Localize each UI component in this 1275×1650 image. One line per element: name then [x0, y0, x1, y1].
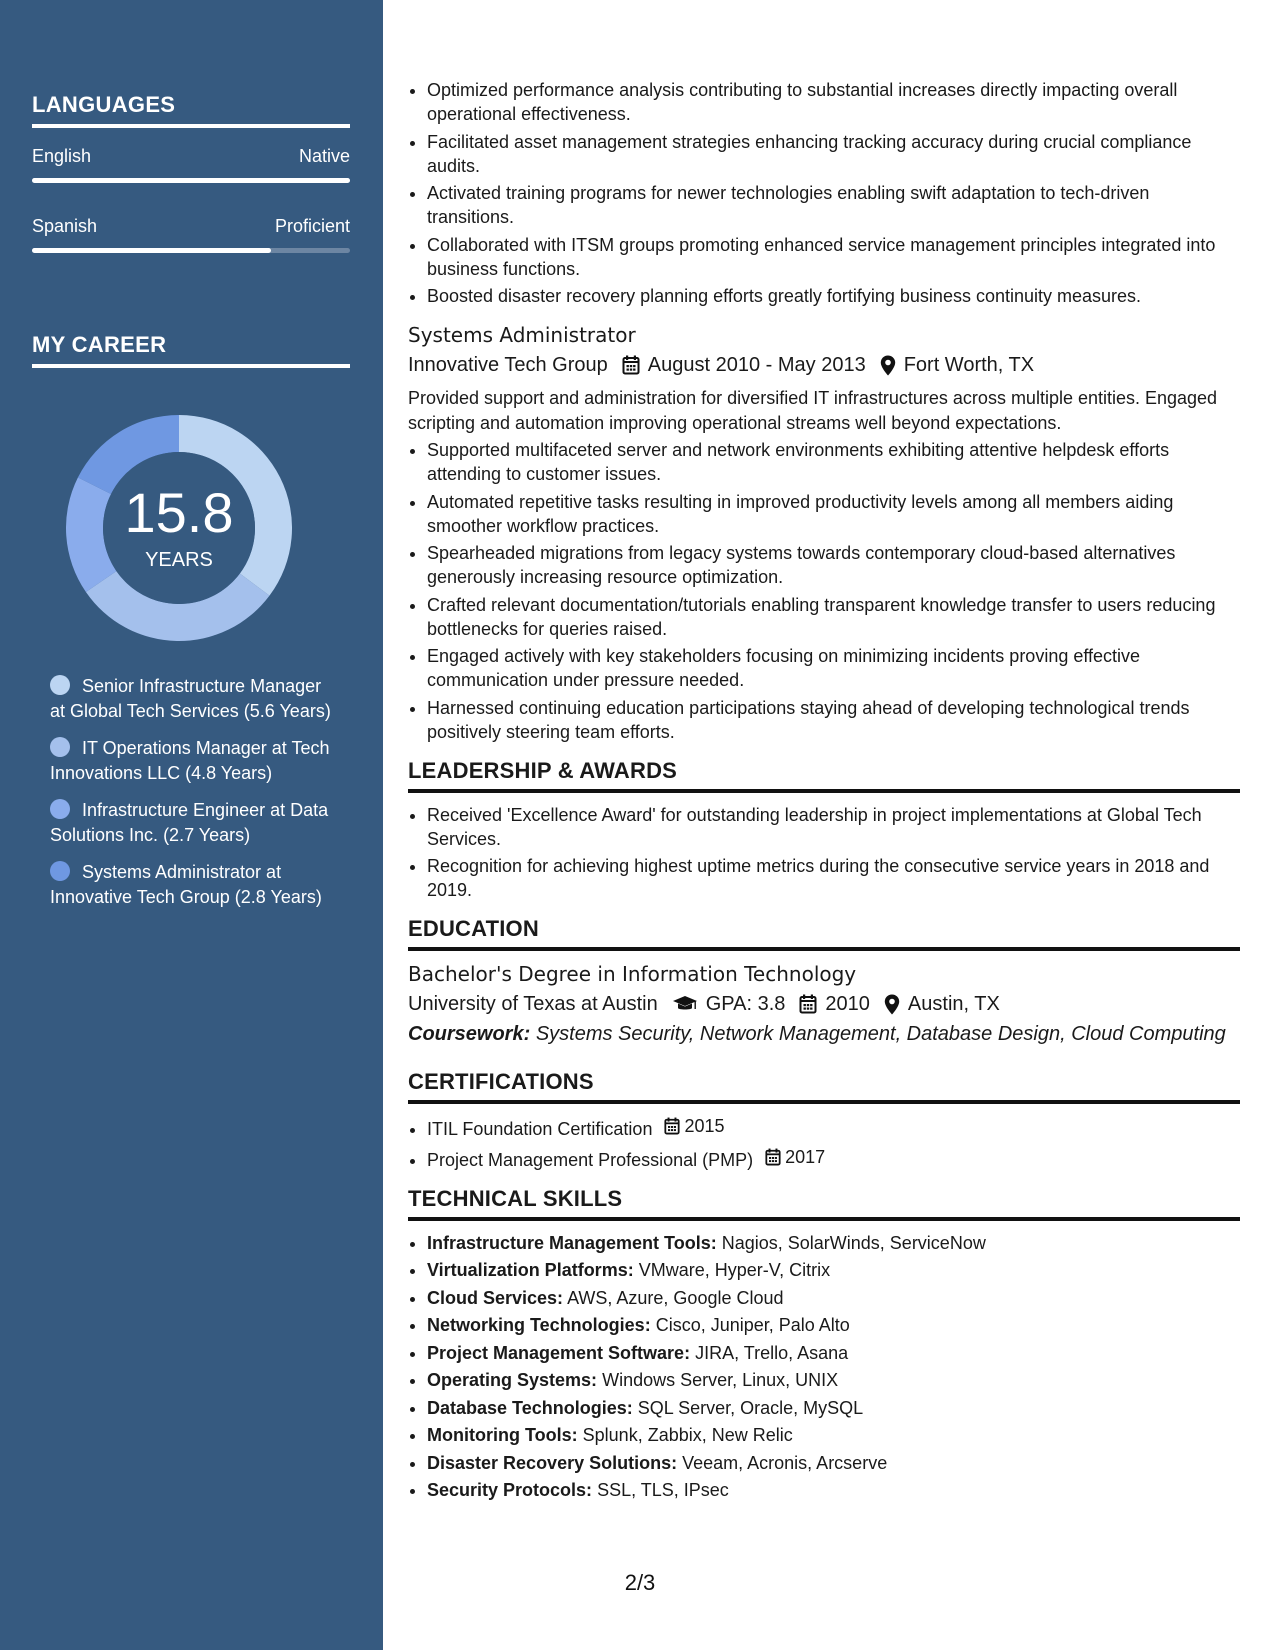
language-bar — [32, 178, 350, 183]
list-item: • Cloud Services: AWS, Azure, Google Cloud — [427, 1286, 1240, 1310]
education-meta — [408, 989, 1240, 1019]
education-gpa: GPA: 3.8 — [705, 993, 786, 1015]
job-description: Provided support and administration for diversified IT infrastructures across multiple entities. Engaged scripting and automation improving operational streams well beyond expectations. — [408, 388, 1218, 433]
previous-job-bullets — [408, 78, 1240, 308]
career-legend-item: IT Operations Manager at Tech Innovations LLC (4.8 Years) — [50, 738, 330, 783]
language-level: Proficient — [274, 216, 350, 236]
coursework-label: Coursework: — [408, 1023, 531, 1045]
leadership-list — [408, 803, 1240, 903]
language-spanish — [32, 216, 350, 258]
leadership-title: LEADERSHIP & AWARDS — [408, 758, 1240, 793]
list-item: • Disaster Recovery Solutions: Veeam, Acronis, Arcserve — [427, 1451, 1240, 1475]
cert-year: 2017 — [785, 1146, 826, 1167]
career-donut-chart — [66, 415, 292, 641]
page-number: 2/3 — [624, 1570, 656, 1595]
language-level: Native — [298, 146, 350, 166]
certifications-list — [408, 1114, 1240, 1172]
list-item: • Engaged actively with key stakeholders focusing on minimizing incidents proving effective communication under pressure needed. — [427, 644, 1240, 692]
list-item: • Operating Systems: Windows Server, Linux, UNIX — [427, 1368, 1240, 1392]
list-item: • Supported multifaceted server and network environments exhibiting attentive helpdesk efforts attending to customer issues. — [427, 438, 1240, 486]
career-legend-item: Infrastructure Engineer at Data Solutions Inc. (2.7 Years) — [50, 800, 329, 845]
calendar-icon — [664, 1117, 680, 1135]
school-name: University of Texas at Austin — [408, 993, 658, 1015]
sidebar — [0, 0, 383, 1650]
language-english — [32, 146, 350, 188]
list-item: • Project Management Professional (PMP) 2017 — [427, 1145, 1240, 1172]
language-bar-fill — [32, 248, 271, 253]
cert-year: 2015 — [684, 1116, 725, 1136]
job-title: Systems Administrator — [408, 323, 636, 347]
language-bar-fill — [32, 178, 350, 183]
job-company: Innovative Tech Group — [408, 354, 608, 376]
list-item: • Received 'Excellence Award' for outstanding leadership in project implementations at Global Tech Services. — [427, 803, 1240, 851]
career-legend — [50, 674, 340, 922]
career-total-unit: YEARS — [145, 549, 213, 571]
list-item: • Networking Technologies: Cisco, Juniper, Palo Alto — [427, 1313, 1240, 1337]
calendar-icon — [799, 994, 817, 1014]
list-item: • Facilitated asset management strategies enhancing tracking accuracy during crucial compliance audits. — [427, 130, 1240, 178]
legend-dot-icon — [50, 861, 70, 881]
job-bullets — [408, 438, 1240, 744]
main-content — [408, 78, 1240, 1506]
list-item: • Optimized performance analysis contributing to substantial increases directly impacting overall operational effectiveness. — [427, 78, 1240, 126]
career-legend-item: Senior Infrastructure Manager at Global Tech Services (5.6 Years) — [50, 676, 331, 721]
legend-dot-icon — [50, 675, 70, 695]
list-item: • Project Management Software: JIRA, Trello, Asana — [427, 1341, 1240, 1365]
list-item: • Database Technologies: SQL Server, Oracle, MySQL — [427, 1396, 1240, 1420]
list-item: • ITIL Foundation Certification 2015 — [427, 1114, 1240, 1141]
calendar-icon — [765, 1148, 781, 1166]
list-item: • Crafted relevant documentation/tutorials enabling transparent knowledge transfer to users reducing bottlenecks for queries raised. — [427, 593, 1240, 641]
language-name: English — [32, 146, 92, 166]
list-item: • Virtualization Platforms: VMware, Hyper-V, Citrix — [427, 1258, 1240, 1282]
location-pin-icon — [884, 994, 900, 1015]
legend-dot-icon — [50, 799, 70, 819]
list-item: • Recognition for achieving highest uptime metrics during the consecutive service years in 2018 and 2019. — [427, 854, 1240, 902]
career-legend-item: Systems Administrator at Innovative Tech Group (2.8 Years) — [50, 862, 322, 907]
job-meta — [408, 350, 1240, 380]
education-year: 2010 — [825, 993, 870, 1015]
language-name: Spanish — [32, 216, 98, 236]
coursework-list: Systems Security, Network Management, Database Design, Cloud Computing — [535, 1023, 1226, 1045]
career-total-value: 15.8 — [124, 481, 234, 544]
job-dates: August 2010 - May 2013 — [647, 354, 866, 376]
skills-list — [408, 1231, 1240, 1503]
list-item: • Automated repetitive tasks resulting in improved productivity levels among all members aiding smoother workflow practices. — [427, 490, 1240, 538]
languages-title: LANGUAGES — [32, 92, 350, 128]
calendar-icon — [622, 355, 640, 375]
language-bar — [32, 248, 350, 253]
coursework — [408, 1019, 1240, 1049]
graduation-cap-icon — [672, 995, 698, 1013]
list-item: • Boosted disaster recovery planning efforts greatly fortifying business continuity measures. — [427, 284, 1240, 308]
job-location: Fort Worth, TX — [903, 354, 1035, 376]
legend-dot-icon — [50, 737, 70, 757]
certifications-title: CERTIFICATIONS — [408, 1069, 1240, 1104]
career-title: MY CAREER — [32, 332, 350, 368]
list-item: • Harnessed continuing education participations staying ahead of developing technological trends positively steering team efforts. — [427, 696, 1240, 744]
education-title: EDUCATION — [408, 916, 1240, 951]
list-item: • Security Protocols: SSL, TLS, IPsec — [427, 1478, 1240, 1502]
list-item: • Activated training programs for newer technologies enabling swift adaptation to tech-driven transitions. — [427, 181, 1240, 229]
location-pin-icon — [880, 355, 896, 376]
list-item: • Spearheaded migrations from legacy systems towards contemporary cloud-based alternatives generously increasing resource optimization. — [427, 541, 1240, 589]
list-item: • Collaborated with ITSM groups promoting enhanced service management principles integrated into business functions. — [427, 233, 1240, 281]
list-item: • Infrastructure Management Tools: Nagios, SolarWinds, ServiceNow — [427, 1231, 1240, 1255]
technical-skills-title: TECHNICAL SKILLS — [408, 1186, 1240, 1221]
education-location: Austin, TX — [907, 993, 1000, 1015]
list-item: • Monitoring Tools: Splunk, Zabbix, New Relic — [427, 1423, 1240, 1447]
degree-title: Bachelor's Degree in Information Technology — [408, 962, 857, 986]
